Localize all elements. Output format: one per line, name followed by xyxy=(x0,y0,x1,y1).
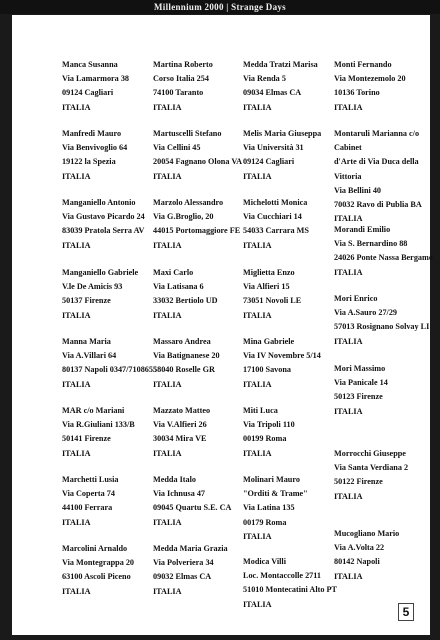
address-entry xyxy=(334,58,434,115)
entry-address-line: 50137 Firenze xyxy=(62,296,111,306)
entry-address-line: Via Montezemolo 20 xyxy=(334,74,406,84)
entry-name: Mina Gabriele xyxy=(243,337,295,346)
entry-address-line: Vittoria xyxy=(334,171,362,181)
entry-address-line: 09045 Quartu S.E. CA xyxy=(153,503,232,513)
address-entry xyxy=(62,404,162,461)
entry-country: ITALIA xyxy=(62,517,91,527)
entry-address-line: 44100 Ferrara xyxy=(62,503,113,513)
entry-address-line: 50123 Firenze xyxy=(334,392,383,402)
entry-address-line: Via Lamarmora 38 xyxy=(62,74,130,84)
entry-name: Manna Maria xyxy=(62,337,111,346)
address-entry xyxy=(153,266,253,323)
entry-name: Mori Massimo xyxy=(334,364,386,373)
entry-address-line: Via S. Bernardino 88 xyxy=(334,239,408,249)
address-entry xyxy=(62,127,162,184)
entry-address-line: 33032 Bertiolo UD xyxy=(153,296,218,306)
entry-address-line: 09032 Elmas CA xyxy=(153,572,212,582)
entry-address-line: V.le De Amicis 93 xyxy=(62,282,123,292)
entry-country: ITALIA xyxy=(243,448,272,458)
entry-country: ITALIA xyxy=(153,102,182,112)
address-entry xyxy=(153,196,253,253)
entry-address-line: 80142 Napoli xyxy=(334,557,380,567)
entry-address-line: Via Benvivoglio 64 xyxy=(62,143,128,153)
address-entry xyxy=(62,542,162,599)
entry-country: ITALIA xyxy=(334,214,363,224)
entry-name: Martina Roberto xyxy=(153,60,213,69)
entry-country: ITALIA xyxy=(62,240,91,250)
entry-address-line: 00199 Roma xyxy=(243,434,287,444)
entry-address-line: "Orditi & Trame" xyxy=(243,489,308,499)
entry-address-line: Via Renda 5 xyxy=(243,74,286,84)
entry-country: ITALIA xyxy=(153,379,182,389)
entry-address-line: Via Latina 135 xyxy=(243,503,295,513)
entry-name: Medda Maria Grazia xyxy=(153,544,228,553)
entry-country: ITALIA xyxy=(62,171,91,181)
entry-address-line: Via R.Giuliani 133/B xyxy=(62,420,135,430)
entry-address-line: 58040 Roselle GR xyxy=(153,365,215,375)
entry-address-line: 24026 Ponte Nassa Bergamo xyxy=(334,253,433,263)
entry-country: ITALIA xyxy=(153,310,182,320)
entry-name: Manfredi Mauro xyxy=(62,129,122,138)
address-entry xyxy=(243,266,343,323)
entry-country: ITALIA xyxy=(62,102,91,112)
address-entry xyxy=(153,542,253,599)
entry-address-line: Via Santa Verdiana 2 xyxy=(334,463,409,473)
address-entry xyxy=(334,292,434,349)
address-entry xyxy=(334,127,434,226)
entry-name: Maxi Carlo xyxy=(153,268,194,277)
entry-name: Modica Villi xyxy=(243,557,286,566)
entry-name: Manca Susanna xyxy=(62,60,118,69)
entry-address-line: Via Tripoli 110 xyxy=(243,420,295,430)
entry-address-line: 19122 la Spezia xyxy=(62,157,116,167)
entry-address-line: Via Bellini 40 xyxy=(334,185,382,195)
address-entry xyxy=(62,266,162,323)
entry-address-line: 54033 Carrara MS xyxy=(243,226,309,236)
entry-name: Marchetti Lusia xyxy=(62,475,119,484)
entry-country: ITALIA xyxy=(334,102,363,112)
address-entry xyxy=(334,223,434,280)
entry-address-line: Corso Italia 254 xyxy=(153,74,209,84)
entry-name: MAR c/o Mariani xyxy=(62,406,125,415)
address-entry xyxy=(153,335,253,392)
entry-address-line: Via Cellini 45 xyxy=(153,143,201,153)
entry-name: Martuscelli Stefano xyxy=(153,129,222,138)
entry-country: ITALIA xyxy=(243,102,272,112)
entry-address-line: 20054 Fagnano Olona VA xyxy=(153,157,243,167)
address-entry xyxy=(62,58,162,115)
address-entry xyxy=(243,555,343,612)
entry-address-line: Via Coperta 74 xyxy=(62,489,115,499)
entry-address-line: Via Batignanese 20 xyxy=(153,351,220,361)
entry-name: Montaruli Marianna c/o xyxy=(334,129,420,138)
entry-country: ITALIA xyxy=(153,448,182,458)
entry-address-line: Via V.Alfieri 26 xyxy=(153,420,207,430)
entry-name: Marzolo Alessandro xyxy=(153,198,224,207)
entry-country: ITALIA xyxy=(243,379,272,389)
entry-address-line: 80137 Napoli 0347/7108655 xyxy=(62,365,158,375)
entry-name: Mazzato Matteo xyxy=(153,406,211,415)
entry-country: ITALIA xyxy=(334,571,363,581)
entry-country: ITALIA xyxy=(62,379,91,389)
address-entry xyxy=(153,404,253,461)
entry-country: ITALIA xyxy=(243,599,272,609)
entry-name: Medda Tratzi Marisa xyxy=(243,60,318,69)
entry-country: ITALIA xyxy=(334,491,363,501)
entry-address-line: 10136 Torino xyxy=(334,88,380,98)
entry-address-line: 09124 Cagliari xyxy=(62,88,114,98)
address-entry xyxy=(153,473,253,530)
entry-name: Manganiello Antonio xyxy=(62,198,136,207)
page-header: Millennium 2000 | Strange Days xyxy=(0,0,440,14)
entry-address-line: 44015 Portomaggiore FE xyxy=(153,226,241,236)
entry-address-line: Via A.Volta 22 xyxy=(334,543,385,553)
entry-name: Marcolini Arnaldo xyxy=(62,544,128,553)
entry-address-line: Via Gustavo Picardo 24 xyxy=(62,212,145,222)
address-entry xyxy=(243,196,343,253)
address-entry xyxy=(153,58,253,115)
entry-address-line: Cabinet xyxy=(334,143,362,153)
entry-country: ITALIA xyxy=(62,448,91,458)
entry-address-line: 83039 Pratola Serra AV xyxy=(62,226,145,236)
address-entry xyxy=(334,362,434,419)
entry-name: Melis Maria Giuseppa xyxy=(243,129,322,138)
entry-country: ITALIA xyxy=(243,310,272,320)
entry-address-line: Via A.Sauro 27/29 xyxy=(334,308,398,318)
entry-address-line: Via Montegrappa 20 xyxy=(62,558,135,568)
entry-country: ITALIA xyxy=(243,531,272,541)
entry-address-line: 70032 Ravo di Publia BA xyxy=(334,200,422,210)
entry-country: ITALIA xyxy=(62,586,91,596)
entry-address-line: 57013 Rosignano Solvay LI xyxy=(334,322,430,332)
entry-country: ITALIA xyxy=(153,517,182,527)
entry-address-line: Via IV Novembre 5/14 xyxy=(243,351,321,361)
address-page xyxy=(12,15,433,635)
entry-name: Monti Fernando xyxy=(334,60,392,69)
entry-name: Manganiello Gabriele xyxy=(62,268,139,277)
entry-address-line: 17100 Savona xyxy=(243,365,291,375)
address-entry xyxy=(153,127,253,184)
address-entry xyxy=(243,58,343,115)
entry-name: Massaro Andrea xyxy=(153,337,211,346)
entry-address-line: 09034 Elmas CA xyxy=(243,88,302,98)
entry-address-line: Via Panicale 14 xyxy=(334,378,388,388)
entry-country: ITALIA xyxy=(334,336,363,346)
entry-address-line: 09124 Cagliari xyxy=(243,157,295,167)
entry-address-line: 51010 Montecatini Alto PT xyxy=(243,585,337,595)
address-entry xyxy=(243,404,343,461)
entry-name: Mori Enrico xyxy=(334,294,378,303)
entry-address-line: 50141 Firenze xyxy=(62,434,111,444)
address-entry xyxy=(243,127,343,184)
entry-address-line: Via G.Broglio, 20 xyxy=(153,212,214,222)
entry-address-line: Via Università 31 xyxy=(243,143,304,153)
entry-address-line: 63100 Ascoli Piceno xyxy=(62,572,131,582)
page-number: 5 xyxy=(398,603,414,621)
entry-address-line: Via Polveriera 34 xyxy=(153,558,214,568)
entry-address-line: Via Cucchiari 14 xyxy=(243,212,302,222)
entry-address-line: Via A.Villari 64 xyxy=(62,351,117,361)
entry-address-line: Via Alfieri 15 xyxy=(243,282,290,292)
address-entry xyxy=(62,335,162,392)
entry-address-line: 30034 Mira VE xyxy=(153,434,207,444)
address-entry xyxy=(334,527,434,584)
entry-country: ITALIA xyxy=(153,171,182,181)
entry-address-line: d'Arte di Via Duca della xyxy=(334,157,419,167)
entry-name: Morrocchi Giuseppe xyxy=(334,449,406,458)
address-entry xyxy=(243,335,343,392)
address-entry xyxy=(243,473,343,544)
entry-name: Miti Luca xyxy=(243,406,278,415)
entry-address-line: 50122 Firenze xyxy=(334,477,383,487)
address-entry xyxy=(62,196,162,253)
entry-address-line: 74100 Taranto xyxy=(153,88,204,98)
entry-name: Morandi Emilio xyxy=(334,225,391,234)
entry-name: Medda Italo xyxy=(153,475,196,484)
entry-name: Miglietta Enzo xyxy=(243,268,295,277)
entry-country: ITALIA xyxy=(243,240,272,250)
entry-country: ITALIA xyxy=(62,310,91,320)
entry-name: Molinari Mauro xyxy=(243,475,300,484)
entry-address-line: 73051 Novoli LE xyxy=(243,296,302,306)
entry-address-line: Via Ichnusa 47 xyxy=(153,489,206,499)
entry-address-line: Via Latisana 6 xyxy=(153,282,204,292)
entry-country: ITALIA xyxy=(334,406,363,416)
address-entry xyxy=(62,473,162,530)
entry-country: ITALIA xyxy=(153,240,182,250)
entry-name: Mucogliano Mario xyxy=(334,529,400,538)
entry-country: ITALIA xyxy=(334,267,363,277)
entry-country: ITALIA xyxy=(153,586,182,596)
entry-country: ITALIA xyxy=(243,171,272,181)
entry-name: Michelotti Monica xyxy=(243,198,308,207)
entry-address-line: Loc. Montaccolle 2711 xyxy=(243,571,321,581)
address-entry xyxy=(334,447,434,504)
entry-address-line: 00179 Roma xyxy=(243,517,287,527)
